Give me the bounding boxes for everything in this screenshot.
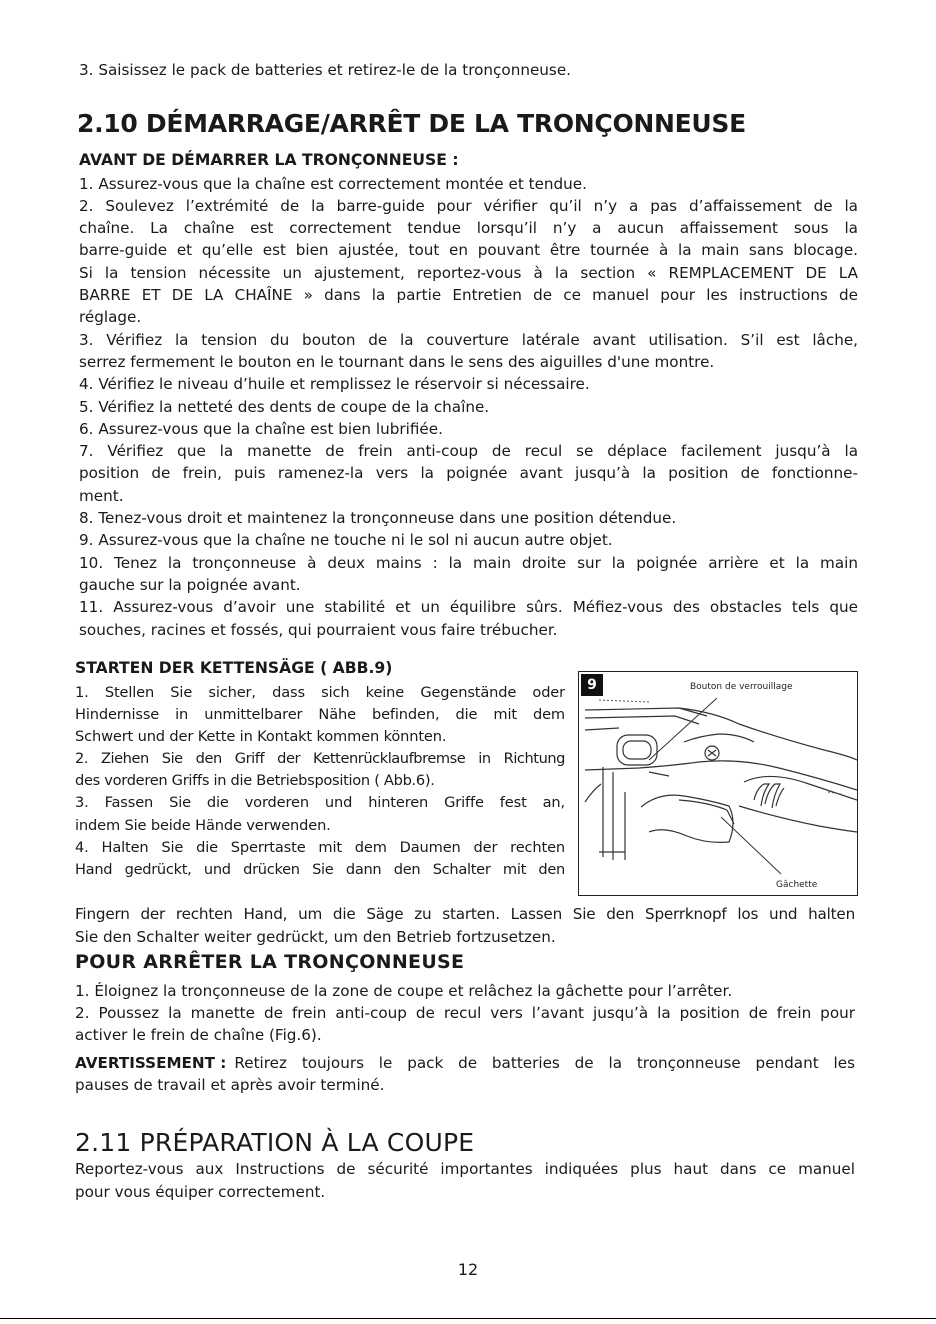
text-line: 6. Assurez-vous que la chaîne est bien lubrifiée.: [79, 420, 443, 438]
label-lock-button: Bouton de verrouillage: [690, 682, 793, 692]
warning-line: [75, 1052, 855, 1074]
section-2-10-title: 2.10 DÉMARRAGE/ARRÊT DE LA TRONÇONNEUSE: [77, 109, 746, 138]
text-line: chaîne. La chaîne est correctement tendue lorsqu’il n’y a aucun affaissement sous la: [79, 219, 858, 237]
text-line: 2. Ziehen Sie den Griff der Kettenrücklaufbremse in Richtung: [75, 750, 565, 767]
text-line: Hindernisse in unmittelbarer Nähe befinden, die mit dem: [75, 706, 565, 723]
text-line: 10. Tenez la tronçonneuse à deux mains : la main droite sur la poignée arrière et la main: [79, 554, 858, 572]
stop-heading: POUR ARRÊTER LA TRONÇONNEUSE: [75, 951, 465, 973]
starten-heading: STARTEN DER KETTENSÄGE ( ABB.9): [75, 659, 393, 677]
text-line: 1. Assurez-vous que la chaîne est correctement montée et tendue.: [79, 175, 587, 193]
text-line: souches, racines et fossés, qui pourraient vous faire trébucher.: [79, 621, 558, 639]
text-line: gauche sur la poignée avant.: [79, 576, 301, 594]
figure-number: 9: [581, 674, 603, 696]
text-line: des vorderen Griffs in die Betriebsposition ( Abb.6).: [75, 772, 435, 789]
figure-9: [578, 671, 858, 896]
text-line: Si la tension nécessite un ajustement, reportez-vous à la section « REMPLACEMENT DE LA: [79, 264, 858, 282]
intro-step-3: 3. Saisissez le pack de batteries et retirez-le de la tronçonneuse.: [79, 61, 572, 79]
text-line: barre-guide et qu’elle est bien ajustée, tout en pouvant être tournée à la main sans blocage.: [79, 241, 858, 259]
text-line: Reportez-vous aux Instructions de sécurité importantes indiquées plus haut dans ce manuel: [75, 1160, 855, 1178]
text-line: Sie den Schalter weiter gedrückt, um den Betrieb fortzusetzen.: [75, 928, 556, 946]
text-line: 8. Tenez-vous droit et maintenez la tronçonneuse dans une position détendue.: [79, 509, 677, 527]
section-2-11-title: 2.11 PRÉPARATION À LA COUPE: [75, 1128, 475, 1157]
text-line: réglage.: [79, 308, 142, 326]
text-line: 1. Éloignez la tronçonneuse de la zone de coupe et relâchez la gâchette pour l’arrêter.: [75, 982, 733, 1000]
warning-label: AVERTISSEMENT :: [75, 1054, 227, 1072]
text-line: 4. Halten Sie die Sperrtaste mit dem Daumen der rechten: [75, 839, 565, 856]
text-line: 4. Vérifiez le niveau d’huile et remplissez le réservoir si nécessaire.: [79, 375, 590, 393]
text-line: position de frein, puis ramenez-la vers la poignée avant jusqu’à la position de fonctionne-: [79, 464, 858, 482]
text-line: 1. Stellen Sie sicher, dass sich keine Gegenstände oder: [75, 684, 565, 701]
chainsaw-handle-illustration: [579, 672, 857, 895]
text-line: pour vous équiper correctement.: [75, 1183, 326, 1201]
warning-text: Retirez toujours le pack de batteries de la tronçonneuse pendant les: [234, 1054, 855, 1072]
before-start-heading: AVANT DE DÉMARRER LA TRONÇONNEUSE :: [79, 151, 459, 169]
text-line: pauses de travail et après avoir terminé.: [75, 1076, 385, 1094]
text-line: indem Sie beide Hände verwenden.: [75, 817, 331, 834]
text-line: 3. Fassen Sie die vorderen und hinteren Griffe fest an,: [75, 794, 565, 811]
text-line: serrez fermement le bouton en le tournant dans le sens des aiguilles d'une montre.: [79, 353, 715, 371]
text-line: 5. Vérifiez la netteté des dents de coupe de la chaîne.: [79, 398, 490, 416]
text-line: Hand gedrückt, und drücken Sie dann den Schalter mit den: [75, 861, 565, 878]
text-line: 2. Poussez la manette de frein anti-coup de recul vers l’avant jusqu’à la position de frein pour: [75, 1004, 855, 1022]
text-line: BARRE ET DE LA CHAÎNE » dans la partie Entretien de ce manuel pour les instructions de: [79, 286, 858, 304]
bottom-rule: [0, 1318, 936, 1319]
text-line: ment.: [79, 487, 124, 505]
label-trigger: Gâchette: [776, 880, 818, 890]
text-line: activer le frein de chaîne (Fig.6).: [75, 1026, 322, 1044]
text-line: 3. Vérifiez la tension du bouton de la couverture latérale avant utilisation. S’il est lâche,: [79, 331, 858, 349]
page-number: 12: [457, 1260, 479, 1279]
text-line: 7. Vérifiez que la manette de frein anti-coup de recul se déplace facilement jusqu’à la: [79, 442, 858, 460]
text-line: 2. Soulevez l’extrémité de la barre-guide pour vérifier qu’il n’y a pas d’affaissement de la: [79, 197, 858, 215]
text-line: Fingern der rechten Hand, um die Säge zu starten. Lassen Sie den Sperrknopf los und halten: [75, 905, 855, 923]
text-line: 9. Assurez-vous que la chaîne ne touche ni le sol ni aucun autre objet.: [79, 531, 613, 549]
text-line: Schwert und der Kette in Kontakt kommen könnten.: [75, 728, 447, 745]
text-line: 11. Assurez-vous d’avoir une stabilité et un équilibre sûrs. Méfiez-vous des obstacles tels que: [79, 598, 858, 616]
